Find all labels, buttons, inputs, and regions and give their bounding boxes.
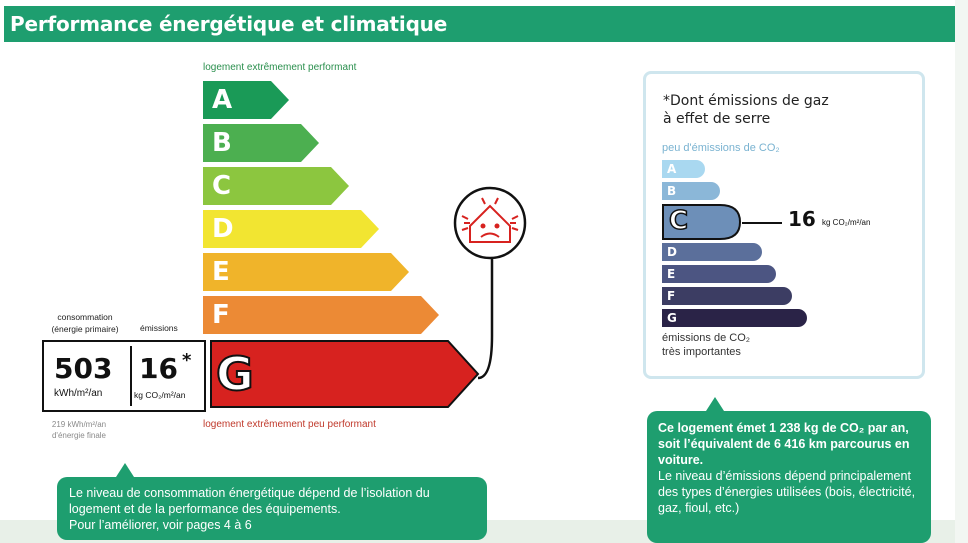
ges-class-letter: A	[667, 162, 677, 176]
ges-top-caption: peu d'émissions de CO₂	[662, 142, 780, 154]
section-title: Performance énergétique et climatique	[10, 12, 448, 36]
dpe-values-box	[42, 340, 206, 412]
dpe-class-letter: F	[212, 300, 230, 330]
dpe-class-bar-d	[203, 210, 380, 248]
dpe-top-caption: logement extrêmement performant	[203, 62, 357, 73]
dpe-bottom-caption: logement extrêmement peu performant	[203, 419, 376, 430]
ges-bottom-caption-line2: très importantes	[662, 346, 741, 358]
ges-bottom-caption	[662, 331, 750, 359]
emissions-info-detail: Le niveau d’émissions dépend principalement des types d’énergies utilisées (bois, électricité, gaz, fioul, etc.)	[658, 469, 916, 515]
dpe-class-bar-a	[203, 81, 290, 119]
consumption-info-text	[69, 485, 479, 533]
ges-class-letter: B	[667, 184, 677, 198]
consumption-info-callout	[57, 477, 487, 540]
final-consumption-note	[44, 419, 114, 441]
consumption-value: 503	[54, 352, 113, 385]
ges-class-bar-g	[662, 309, 807, 327]
ges-class-bar-e	[662, 265, 776, 283]
ges-class-bar-f	[662, 287, 792, 305]
ges-class-letter: E	[667, 267, 676, 281]
dpe-class-bar-f	[203, 296, 440, 334]
consumption-caption-line2: (énergie primaire)	[51, 324, 119, 334]
consumption-unit: kWh/m²/an	[54, 388, 103, 399]
ges-class-bar-a	[662, 160, 705, 178]
ges-value-connector	[742, 222, 782, 224]
thermal-sieve-icon	[452, 186, 532, 390]
emissions-info-highlight: Ce logement émet 1 238 kg de CO₂ par an, soit l’équivalent de 6 416 km parcourus en voiture.	[658, 421, 910, 467]
emissions-info-text	[658, 420, 923, 516]
dpe-class-letter: E	[212, 257, 230, 287]
dpe-class-letter: A	[212, 85, 233, 115]
ges-class-letter: F	[667, 289, 676, 303]
dpe-class-letter: B	[212, 128, 232, 158]
ges-title-line1: *Dont émissions de gaz	[663, 93, 829, 109]
ges-class-letter: D	[667, 245, 677, 259]
consumption-caption	[42, 311, 128, 335]
ges-title	[663, 92, 829, 128]
final-consumption-line1: 219 kWh/m²/an	[51, 420, 107, 429]
right-edge	[955, 0, 968, 543]
dpe-class-letter: C	[212, 171, 232, 201]
callout-pointer	[116, 463, 134, 477]
ges-value: 16	[788, 207, 816, 231]
consumption-info-line3: Pour l’améliorer, voir pages 4 à 6	[69, 518, 252, 532]
emissions-value: 16	[139, 352, 178, 385]
emissions-unit: kg CO₂/m²/an	[134, 390, 186, 400]
consumption-caption-line1: consommation	[57, 312, 113, 322]
dpe-current-class-letter: G	[216, 347, 254, 401]
ges-title-line2: à effet de serre	[663, 111, 771, 127]
emissions-caption: émissions	[140, 323, 178, 333]
ges-class-bar-d	[662, 243, 762, 261]
consumption-info-line2: logement et de la performance des équipements.	[69, 502, 341, 516]
values-divider	[130, 346, 132, 406]
dpe-class-bar-c	[203, 167, 350, 205]
ges-bottom-caption-line1: émissions de CO₂	[662, 332, 751, 344]
ges-class-letter: G	[667, 311, 677, 325]
emissions-info-callout	[647, 411, 931, 543]
ges-current-class-letter: C	[669, 206, 689, 236]
consumption-info-line1: Le niveau de consommation énergétique dépend de l’isolation du	[69, 486, 430, 500]
dpe-class-bar-b	[203, 124, 320, 162]
dpe-class-bar-e	[203, 253, 410, 291]
section-title-bar	[4, 6, 955, 42]
dpe-class-letter: D	[212, 214, 234, 244]
callout-pointer	[706, 397, 724, 411]
final-consumption-line2: d'énergie finale	[51, 431, 106, 440]
ges-unit: kg CO₂/m²/an	[822, 218, 871, 227]
emissions-asterisk: *	[182, 350, 192, 371]
ges-class-bar-b	[662, 182, 720, 200]
